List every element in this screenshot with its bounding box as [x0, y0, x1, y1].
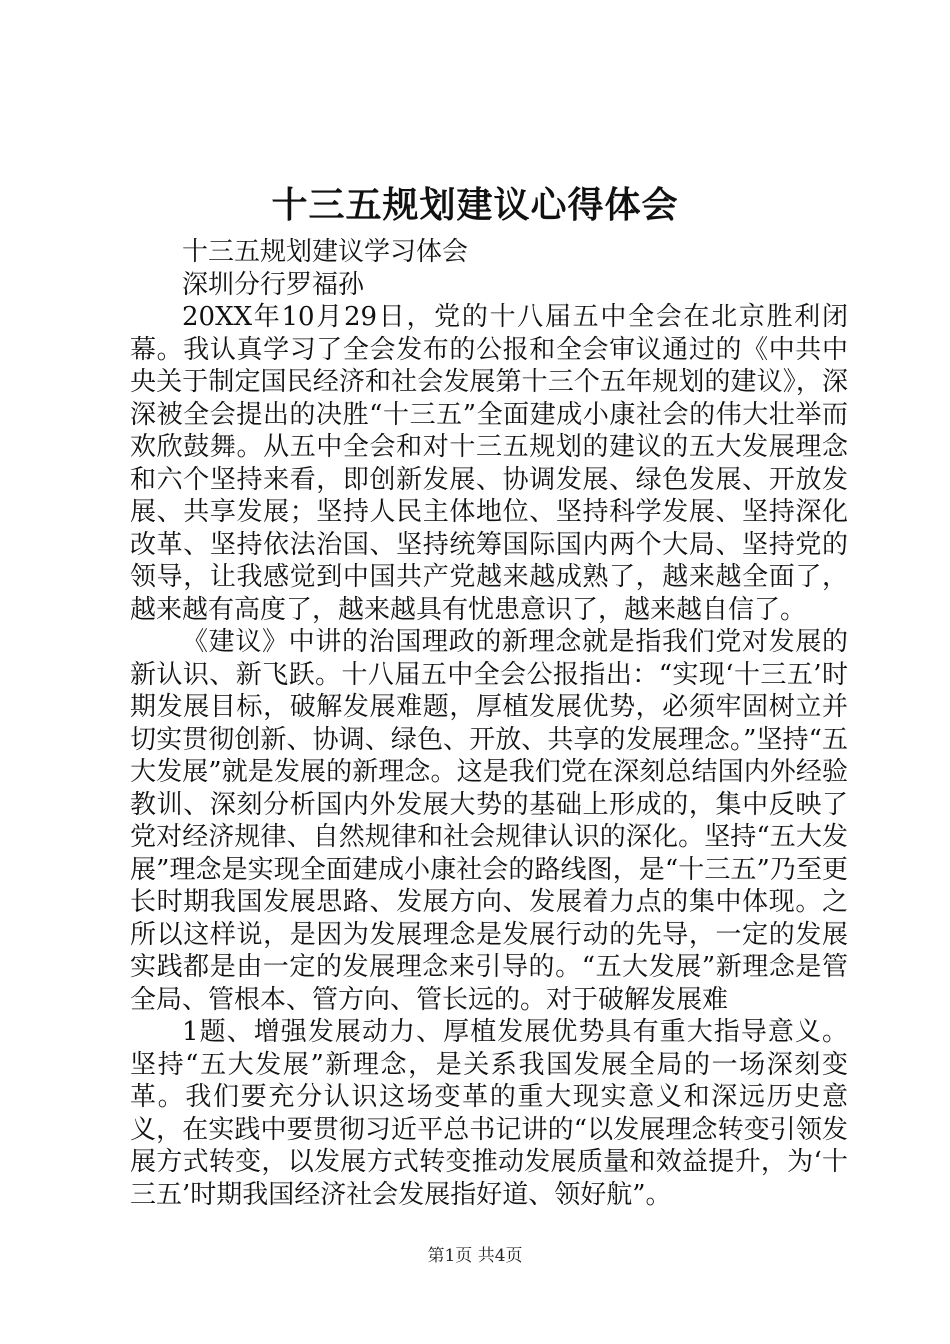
page-number-footer: 第1页 共4页	[427, 1246, 523, 1266]
subtitle-paragraph: 十三五规划建议学习体会	[182, 237, 469, 267]
body-paragraph-2: 《建议》中讲的治国理政的新理念就是指我们党对发展的新认识、新飞跃。十八届五中全会公报指出：“实现‘十三五’时期发展目标，破解发展难题，厚植发展优势，必须牢固树立并切实贯彻创新、协调、绿色、开放、共享的发展理念。”坚持“五大发展”就是发展的新理念。这是我们党在深刻总结国内外经验教训、深刻分析国内外发展大势的基础上形成的，集中反映了党对经济规律、自然规律和社会规律认识的深化。坚持“五大发展”理念是实现全面建成小康社会的路线图，是“十三五”乃至更长时期我国发展思路、发展方向、发展着力点的集中体现。之所以这样说，是因为发展理念是发展行动的先导，一定的发展实践都是由一定的发展理念来引导的。“五大发展”新理念是管全局、管根本、管方向、管长远的。对于破解发展难	[130, 627, 848, 1015]
author-paragraph: 深圳分行罗福孙	[182, 269, 365, 300]
document-title: 十三五规划建议心得体会	[271, 184, 679, 226]
body-paragraph-3: 1题、增强发展动力、厚植发展优势具有重大指导意义。坚持“五大发展”新理念，是关系我国发展全局的一场深刻变革。我们要充分认识这场变革的重大现实意义和深远历史意义，在实践中要贯彻习近平总书记讲的“以发展理念转变引领发展方式转变，以发展方式转变推动发展质量和效益提升，为‘十三五’时期我国经济社会发展指好道、领好航”。	[130, 1017, 848, 1210]
document-body	[130, 236, 848, 1211]
body-paragraph-1: 20XX年10月29日，党的十八届五中全会在北京胜利闭幕。我认真学习了全会发布的公报和全会审议通过的《中共中央关于制定国民经济和社会发展第十三个五年规划的建议》，深深被全会提出的决胜“十三五”全面建成小康社会的伟大壮举而欢欣鼓舞。从五中全会和对十三五规划的建议的五大发展理念和六个坚持来看，即创新发展、协调发展、绿色发展、开放发展、共享发展；坚持人民主体地位、坚持科学发展、坚持深化改革、坚持依法治国、坚持统筹国际国内两个大局、坚持党的领导，让我感觉到中国共产党越来越成熟了，越来越全面了，越来越有高度了，越来越具有忧患意识了，越来越自信了。	[130, 302, 848, 625]
